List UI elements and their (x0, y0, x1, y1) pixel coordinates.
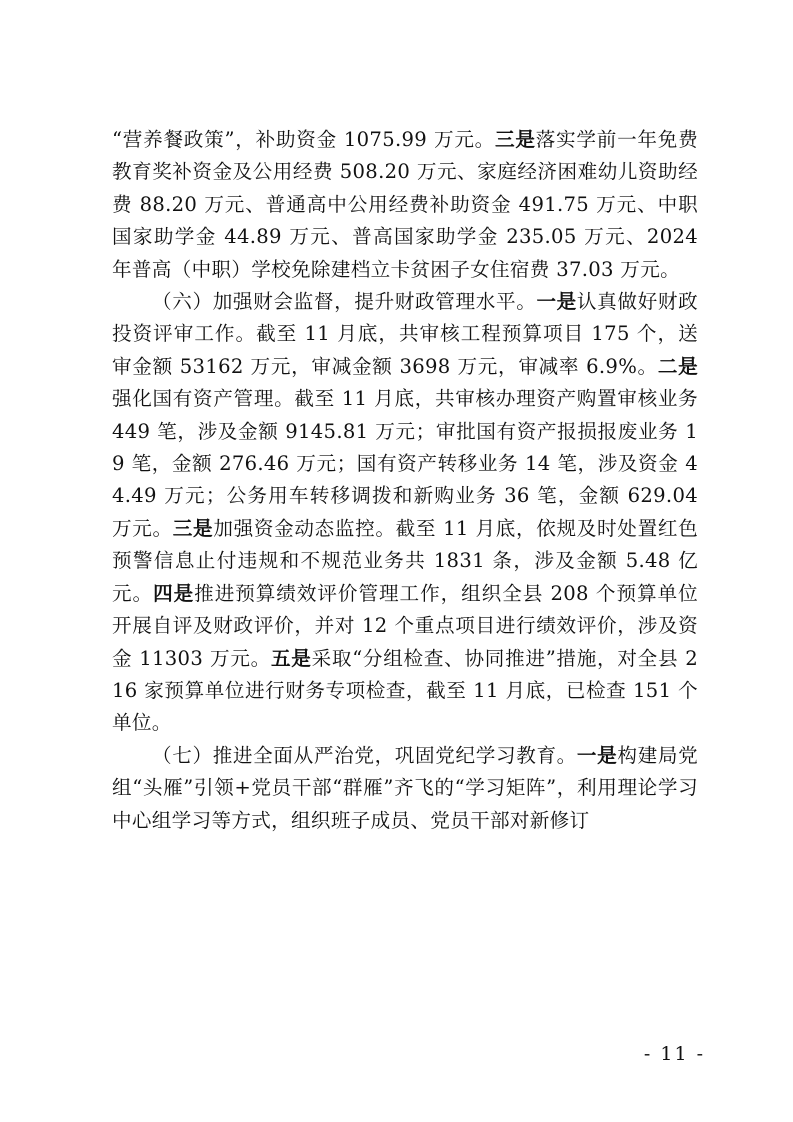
paragraph-text: 推进预算绩效评价管理工作，组织全县 208 个预算单位开展自评及财政评价，并对 12 个重点项目进行绩效评价，涉及资金 11303 万元。 (112, 581, 698, 670)
paragraph-text: 认真做好财政投资评审工作。截至 11 月底，共审核工程预算项目 175 个，送审金额 53162 万元，审减金额 3698 万元，审减率 6.9%。 (112, 290, 698, 378)
paragraph-financial-supervision (112, 286, 698, 740)
emphasis-label: 一是 (576, 743, 618, 767)
paragraph-text: “营养餐政策”，补助资金 1075.99 万元。 (112, 128, 496, 151)
paragraph-text: 落实学前一年免费教育奖补资金及公用经费 508.20 万元、家庭经济困难幼儿资助经费 88.20 万元、普通高中公用经费补助资金 491.75 万元、中职国家助学金 44.89 万元、普高国家助学金 235.05 万元、2024 年普高（中职）学校免除建档立卡贫困子女住宿费 37.03 万元。 (112, 128, 698, 281)
paragraph-text: 强化国有资产管理。截至 11 月底，共审核办理资产购置审核业务 449 笔，涉及金额 9145.81 万元；审批国有资产报损报废业务 19 笔，金额 276.46 万元；国有资产转移业务 14 笔，涉及资金 44.49 万元；公务用车转移调拨和新购业务 36 笔，金额 629.04 万元。 (112, 387, 698, 540)
paragraph-text: 加强资金动态监控。截至 11 月底，依规及时处置红色预警信息止付违规和不规范业务共 1831 条，涉及金额 5.48 亿元。 (112, 516, 698, 605)
section-heading: （七）推进全面从严治党，巩固党纪学习教育。 (152, 743, 577, 767)
emphasis-label: 五是 (270, 646, 312, 670)
emphasis-label: 二是 (657, 354, 698, 378)
paragraph-party-governance (112, 740, 698, 837)
paragraph-text: 构建局党组“头雁”引领+党员干部“群雁”齐飞的“学习矩阵”，利用理论学习中心组学习等方式，组织班子成员、党员干部对新修订 (112, 743, 698, 832)
page-number: - 11 - (643, 1043, 705, 1065)
paragraph-funding-details (112, 124, 698, 286)
emphasis-label: 三是 (172, 516, 214, 540)
emphasis-label: 三是 (495, 128, 536, 151)
emphasis-label: 四是 (153, 581, 195, 605)
paragraph-text: 采取“分组检查、协同推进”措施，对全县 216 家预算单位进行财务专项检查，截至 11 月底，已检查 151 个单位。 (112, 646, 698, 735)
section-heading: （六）加强财会监督，提升财政管理水平。 (152, 290, 537, 314)
emphasis-label: 一是 (536, 290, 577, 314)
body-text (112, 124, 698, 837)
